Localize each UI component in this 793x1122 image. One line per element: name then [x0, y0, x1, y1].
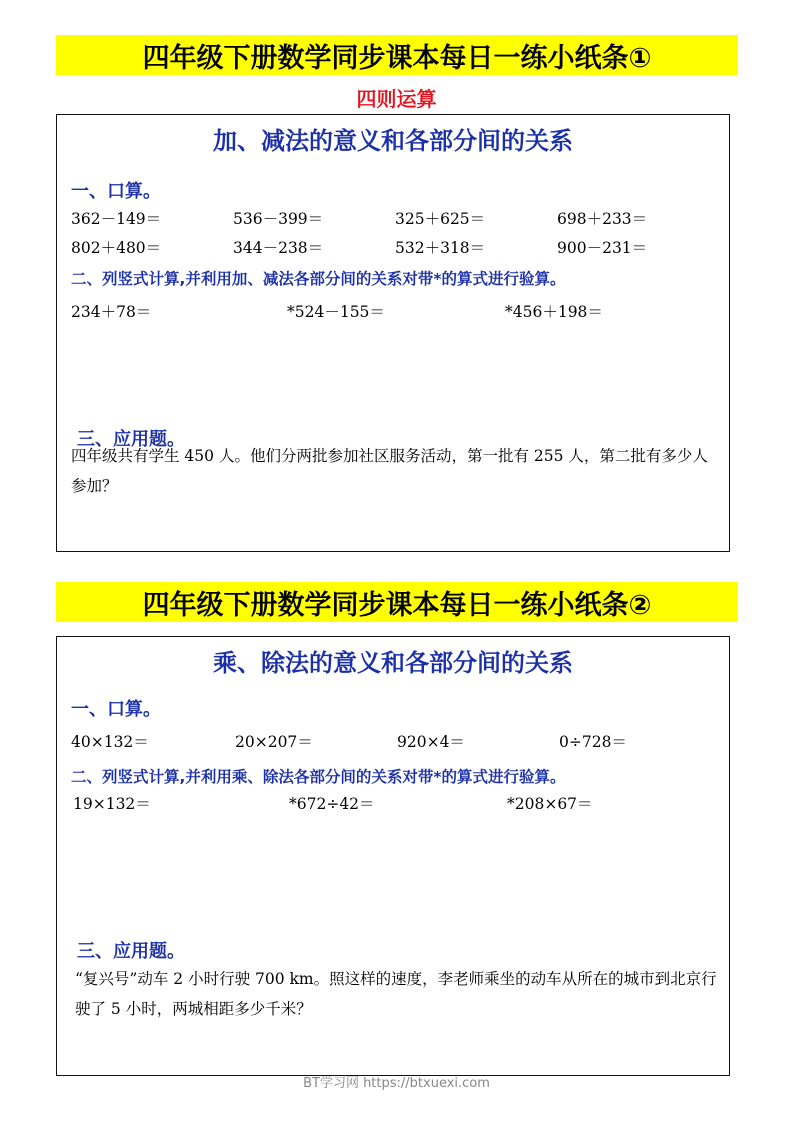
sheet1-vertical-item: *524－155＝	[287, 303, 385, 321]
sheet1-topic: 加、减法的意义和各部分间的关系	[213, 127, 573, 155]
sheet1-oral-item: 900－231＝	[557, 239, 648, 257]
sheet2-vertical-item: 19×132＝	[73, 795, 151, 813]
sheet1-section1-title: 一、口算。	[71, 181, 161, 202]
sheet1-problem-text: 四年级共有学生 450 人。他们分两批参加社区服务活动，第一批有 255 人，第二批有多少人参加？	[71, 447, 708, 495]
sheet2-oral-item: 920×4＝	[397, 733, 465, 751]
sheet2-banner-text: 四年级下册数学同步课本每日一练小纸条②	[142, 589, 652, 621]
sheet2-vertical-item: *208×67＝	[507, 795, 593, 813]
sheet1-oral-item: 802＋480＝	[71, 239, 162, 257]
sheet1-box	[56, 114, 730, 552]
sheet1-subtitle: 四则运算	[356, 87, 437, 111]
sheet1-section2-title: 二、列竖式计算,并利用加、减法各部分间的关系对带*的算式进行验算。	[71, 270, 566, 288]
sheet2-oral-item: 40×132＝	[71, 733, 149, 751]
sheet1-banner-text: 四年级下册数学同步课本每日一练小纸条①	[142, 42, 652, 74]
sheet1-oral-item: 532＋318＝	[395, 239, 486, 257]
sheet2-oral-item: 20×207＝	[235, 733, 313, 751]
sheet2-section3-title: 三、应用题。	[77, 941, 185, 962]
sheet2-topic: 乘、除法的意义和各部分间的关系	[213, 649, 573, 677]
sheet2-problem-text: “复兴号”动车 2 小时行驶 700 km。照这样的速度，李老师乘坐的动车从所在的城市到北京行驶了 5 小时，两城相距多少千米？	[75, 970, 717, 1018]
sheet1-oral-item: 698＋233＝	[557, 210, 648, 228]
sheet1-banner	[56, 35, 738, 75]
sheet2-vertical-item: *672÷42＝	[289, 795, 375, 813]
sheet1-vertical-item: *456＋198＝	[505, 303, 603, 321]
sheet1-oral-item: 362－149＝	[71, 210, 162, 228]
sheet2-box	[56, 636, 730, 1076]
sheet2-section1-title: 一、口算。	[71, 699, 161, 720]
sheet1-oral-item: 325＋625＝	[395, 210, 486, 228]
sheet1-oral-item: 344－238＝	[233, 239, 324, 257]
sheet2-section2-title: 二、列竖式计算,并利用乘、除法各部分间的关系对带*的算式进行验算。	[71, 768, 566, 786]
sheet2-oral-item: 0÷728＝	[559, 733, 627, 751]
sheet1-vertical-item: 234＋78＝	[71, 303, 152, 321]
footer-watermark: BT学习网 https://btxuexi.com	[303, 1076, 490, 1091]
sheet2-banner	[56, 582, 738, 622]
sheet1-oral-item: 536－399＝	[233, 210, 324, 228]
sheet1-section3-title: 三、应用题。	[77, 429, 185, 450]
